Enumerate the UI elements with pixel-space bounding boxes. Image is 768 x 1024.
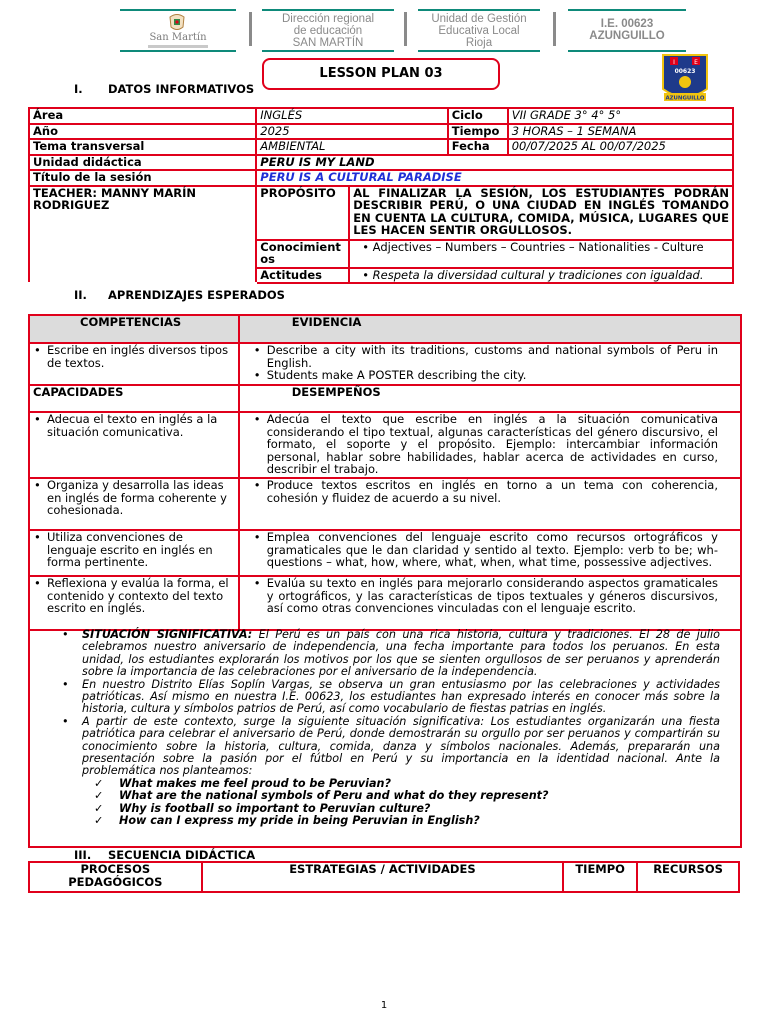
- conocimientos-value: • Adjectives – Numbers – Countries – Nationalities - Culture: [349, 240, 733, 268]
- titulo-value: PERU IS A CULTURAL PARADISE: [256, 170, 733, 186]
- logo-name: San Martín: [149, 32, 207, 43]
- competencias-header: COMPETENCIAS: [29, 315, 239, 343]
- tema-value: AMBIENTAL: [256, 139, 447, 155]
- table-row: [29, 315, 741, 343]
- header-separator: [249, 12, 252, 46]
- tiempo-label: Tiempo: [448, 124, 508, 140]
- question-item: ✓ How can I express my pride in being Peruvian in English?: [62, 815, 720, 827]
- area-label: Área: [29, 108, 256, 124]
- desempeno-item: • Produce textos escritos en inglés en torno a un tema con coherencia, cohesión y fluidez de acuerdo a su nivel.: [253, 479, 718, 504]
- evidencia-header: EVIDENCIA: [239, 315, 741, 343]
- table-row: [29, 576, 741, 630]
- shield-letter-i: I: [673, 59, 675, 66]
- datos-informativos-table: [28, 107, 734, 284]
- estrategias-header: ESTRATEGIAS / ACTIVIDADES: [202, 862, 564, 892]
- anio-value: 2025: [256, 124, 447, 140]
- section-title: DATOS INFORMATIVOS: [108, 82, 255, 96]
- tiempo-header: TIEMPO: [563, 862, 637, 892]
- situacion-significativa-box: [28, 627, 742, 848]
- table-row: [29, 155, 733, 171]
- desempenos-header: DESEMPEÑOS: [239, 385, 741, 412]
- table-row: [29, 478, 741, 530]
- competencia-item: • Escribe en inglés diversos tipos de textos.: [33, 344, 235, 369]
- table-row: [29, 186, 733, 240]
- situacion-paragraph: • En nuestro Distrito Elías Soplín Vargas, se observa un gran entusiasmo por las celebraciones y actividades patrióticas. Así mismo en nuestra I.E. 00623, los estudiantes han expresado interés en conocer más sobre la historia, cultura y símbolos patrios de Perú, así como vocabulario de fiestas patrias en inglés.: [62, 679, 720, 716]
- fecha-label: Fecha: [448, 139, 508, 155]
- secuencia-table: [28, 861, 740, 893]
- area-value: INGLÉS: [256, 108, 447, 124]
- section-number: III.: [74, 848, 92, 862]
- teacher-name: TEACHER: MANNY MARÍN RODRIGUEZ: [29, 186, 256, 284]
- table-row: [29, 343, 741, 385]
- header-separator: [553, 12, 556, 46]
- section-number: I.: [74, 82, 83, 96]
- question-item: ✓ What makes me feel proud to be Peruvian?: [62, 778, 720, 790]
- competencia-cell: [29, 343, 239, 385]
- shield-letter-e: E: [694, 59, 698, 66]
- unidad-value: PERU IS MY LAND: [256, 155, 733, 171]
- fecha-value: 00/07/2025 AL 00/07/2025: [508, 139, 733, 155]
- procesos-header: PROCESOS PEDAGÓGICOS: [29, 862, 202, 892]
- school-shield-icon: [661, 53, 709, 105]
- tema-label: Tema transversal: [29, 139, 256, 155]
- regional-direction-line: SAN MARTÍN: [292, 37, 364, 49]
- shield-name: AZUNGUILLO: [665, 95, 705, 102]
- desempeno-item: • Evalúa su texto en inglés para mejorarlo considerando aspectos gramaticales y ortográficos, y las características de tipos textuales y géneros discursivos, así como otras convenciones vinculadas con el lenguaje escrito.: [253, 577, 718, 615]
- regional-direction-box: [262, 9, 394, 52]
- school-name: AZUNGUILLO: [589, 30, 665, 42]
- ciclo-value: VII GRADE 3° 4° 5°: [508, 108, 733, 124]
- proposito-value: AL FINALIZAR LA SESIÓN, LOS ESTUDIANTES PODRÁN DESCRIBIR PERÚ, O UNA CIUDAD EN INGLÉS TOMANDO EN CUENTA LA CULTURA, COMIDA, MÚSICA, LUGARES QUE LES HACEN SENTIR ORGULLOSOS.: [349, 186, 733, 240]
- desempeno-cell: [239, 478, 741, 530]
- section-title-aprendizajes: [74, 288, 285, 302]
- actitudes-label: Actitudes: [256, 268, 349, 284]
- competencias-table: [28, 314, 742, 631]
- shield-number: 00623: [674, 68, 696, 75]
- titulo-label: Título de la sesión: [29, 170, 256, 186]
- ugel-line: Unidad de Gestión: [431, 13, 527, 25]
- capacidad-cell: [29, 412, 239, 478]
- situacion-paragraph: • A partir de este contexto, surge la siguiente situación significativa: Los estudiantes organizarán una fiesta patriótica para celebrar el aniversario de Perú, donde demostrarán su orgullo por ser peruanos y compartirán su conocimiento sobre la historia, cultura, comida, danza y símbolos nacionales. Además, prepararán una presentación sobre la pasión por el fútbol en Perú y su importancia en la identidad nacional. Ante la problemática nos planteamos:: [62, 716, 720, 778]
- evidencia-item: • Describe a city with its traditions, customs and national symbols of Peru in English.: [253, 344, 718, 369]
- evidencia-cell: [239, 343, 741, 385]
- question-item: ✓ What are the national symbols of Peru and what do they represent?: [62, 790, 720, 802]
- school-box: [568, 9, 686, 52]
- table-row: [29, 139, 733, 155]
- table-row: [29, 124, 733, 140]
- tiempo-value: 3 HORAS – 1 SEMANA: [508, 124, 733, 140]
- page-number: 1: [380, 1000, 388, 1011]
- table-row: [29, 170, 733, 186]
- desempeno-cell: [239, 576, 741, 630]
- capacidad-item: • Adecua el texto en inglés a la situación comunicativa.: [33, 413, 235, 438]
- table-row: [29, 862, 739, 892]
- situacion-label: SITUACIÓN SIGNIFICATIVA:: [82, 628, 253, 641]
- capacidad-cell: [29, 478, 239, 530]
- capacidad-item: • Organiza y desarrolla las ideas en inglés de forma coherente y cohesionada.: [33, 479, 235, 517]
- regional-government-logo: [120, 9, 236, 52]
- section-title: SECUENCIA DIDÁCTICA: [108, 848, 256, 862]
- capacidades-header: CAPACIDADES: [29, 385, 239, 412]
- evidencia-item: • Students make A POSTER describing the city.: [253, 369, 718, 382]
- desempeno-item: • Adecúa el texto que escribe en inglés a la situación comunicativa considerando el tipo textual, algunas características del género discursivo, el formato, el soporte y el propósito. Ejemplo: intercambiar información personal, hablar sobre habilidades, hablar acerca de actividades en curso, describir el trabajo.: [253, 413, 718, 476]
- logo-subtitle-bar: [148, 45, 208, 48]
- header-separator: [404, 12, 407, 46]
- table-row: [29, 108, 733, 124]
- section-number: II.: [74, 288, 87, 302]
- recursos-header: RECURSOS: [637, 862, 739, 892]
- table-row: [29, 412, 741, 478]
- section-title-secuencia: [74, 848, 255, 862]
- desempeno-item: • Emplea convenciones del lenguaje escrito como recursos ortográficos y gramaticales que le dan claridad y sentido al texto. Ejemplo: verb to be; wh-questions – what, how, where, what, when, what time, possessive adjectives.: [253, 531, 718, 569]
- school-code: I.E. 00623: [600, 18, 654, 30]
- question-item: ✓ Why is football so important to Peruvian culture?: [62, 803, 720, 815]
- desempeno-cell: [239, 530, 741, 576]
- anio-label: Año: [29, 124, 256, 140]
- section-title: APRENDIZAJES ESPERADOS: [108, 288, 285, 302]
- capacidad-cell: [29, 530, 239, 576]
- lesson-title: LESSON PLAN 03: [262, 58, 500, 90]
- regional-direction-line: Dirección regional: [281, 13, 375, 25]
- situacion-paragraph: [62, 629, 720, 679]
- ugel-line: Rioja: [465, 37, 493, 49]
- table-row: [29, 530, 741, 576]
- capacidad-item: • Reflexiona y evalúa la forma, el contenido y contexto del texto escrito en inglés.: [33, 577, 235, 615]
- capacidad-item: • Utiliza convenciones de lenguaje escrito en inglés en forma pertinente.: [33, 531, 235, 569]
- capacidad-cell: [29, 576, 239, 630]
- ciclo-label: Ciclo: [448, 108, 508, 124]
- regional-emblem-icon: [166, 13, 188, 33]
- situacion-text: El Perú es un país con una rica historia, cultura y tradiciones. El 28 de julio celebramos nuestro aniversario de independencia, una fecha importante para todos los peruanos. En esta unidad, los estudiantes explorarán los motivos por los que se sienten orgullosos de ser peruanos y aprenderán sobre la importancia de las celebraciones por el aniversario de la independencia.: [82, 628, 720, 679]
- regional-direction-line: de educación: [293, 25, 363, 37]
- table-row: [29, 385, 741, 412]
- unidad-label: Unidad didáctica: [29, 155, 256, 171]
- actitudes-value: • Respeta la diversidad cultural y tradiciones con igualdad.: [349, 268, 733, 284]
- ugel-box: [418, 9, 540, 52]
- ugel-line: Educativa Local: [438, 25, 520, 37]
- proposito-label: PROPÓSITO: [256, 186, 349, 240]
- conocimientos-label: Conocimientos: [256, 240, 349, 268]
- desempeno-cell: [239, 412, 741, 478]
- section-title-datos: [74, 82, 254, 96]
